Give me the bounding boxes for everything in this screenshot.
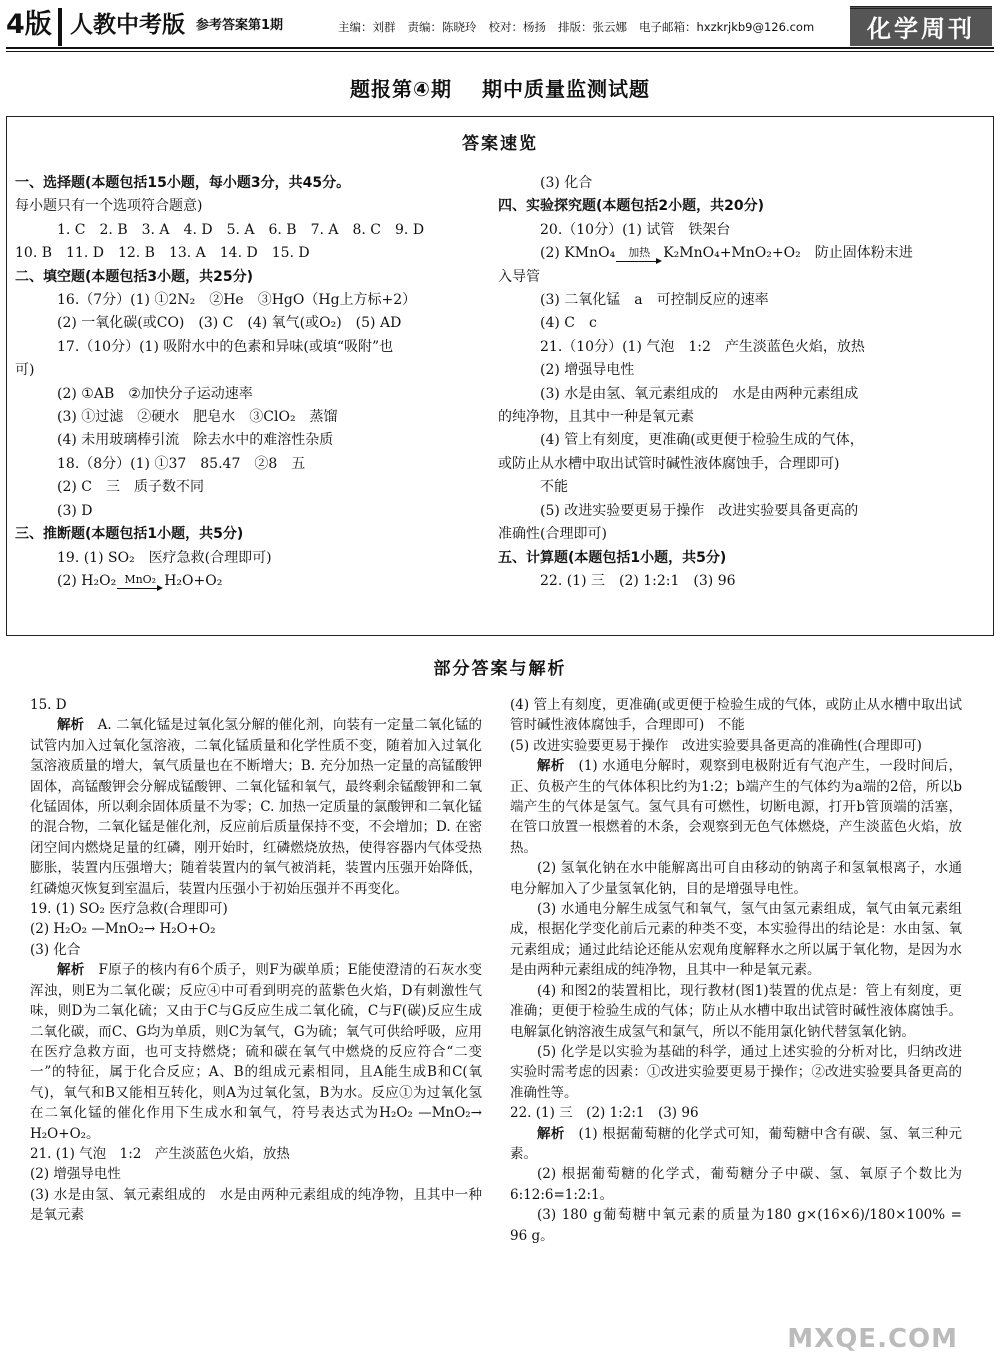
- answer-line: 17.（10分）(1) 吸附水中的色素和异味(或填“吸附”也: [57, 338, 394, 355]
- paragraph-text: (4) 和图2的装置相比，现行教材(图1)装置的优点是：管上有刻度，更准确；更便于检验生成的气体；防止从水槽中取出试管时碱性液体腐蚀手。电解氯化钠溶液生成氢气和氯气，所以不能用氯化钠代替氢氧化钠。: [510, 982, 962, 1040]
- analysis-paragraph: [510, 1042, 962, 1103]
- paragraph-text: 19. (1) SO₂ 医疗急救(合理即可): [30, 901, 228, 918]
- analysis-paragraph: [510, 756, 962, 858]
- edition-number: 4版: [6, 9, 52, 40]
- paragraph-text: (1) 水通电分解时，观察到电极附近有气泡产生，一段时间后，正、负极产生的气体体积比约为1:2；b端产生的气体约为a端的2倍，所以b端产生的气体是氢气。氢气具有可燃性，切断电源，打开b管顶端的活塞，在管口放置一根燃着的木条，会观察到无色气体燃烧，产生淡蓝色火焰，放热。: [510, 758, 962, 856]
- reaction-condition: 加热: [628, 245, 651, 259]
- answer-line: (4) C c: [540, 315, 597, 332]
- analysis-column-left: [30, 695, 482, 1226]
- paragraph-text: (3) 水是由氢、氧元素组成的 水是由两种元素组成的纯净物，且其中一种是氧元素: [30, 1186, 482, 1224]
- paragraph-text: (2) 根据葡萄糖的化学式，葡萄糖分子中碳、氢、氧原子个数比为6:12:6=1:2:1。: [510, 1166, 962, 1203]
- equation-kmno4: [540, 242, 913, 265]
- analysis-paragraph: [510, 1124, 962, 1165]
- answer-line: (5) 改进实验要更易于操作 改进实验要具备更高的: [540, 502, 859, 519]
- answer-line: [30, 1144, 482, 1164]
- section-heading: 三、推断题(本题包括1小题，共5分): [15, 526, 244, 543]
- equation-suffix: 防止固体粉末进: [800, 245, 913, 262]
- answer-line: 每小题只有一个选项符合题意): [15, 198, 203, 215]
- answer-line: 16.（7分）(1) ①2N₂ ②He ③HgO（Hg上方标+2）: [57, 292, 417, 309]
- paragraph-text: (4) 管上有刻度，更准确(或更便于检验生成的气体，或防止从水槽中取出试管时碱性液体腐蚀手，合理即可) 不能: [510, 697, 962, 734]
- watermark: MXQE.COM: [787, 1324, 958, 1354]
- analysis-paragraph: [510, 858, 962, 899]
- answer-line: 18.（8分）(1) ①37 85.47 ②8 五: [57, 455, 306, 472]
- section-heading: 二、填空题(本题包括3小题，共25分): [15, 268, 254, 285]
- header-rule: [6, 47, 994, 49]
- answer-lines-left: [15, 172, 497, 570]
- answer-line: [30, 1164, 482, 1184]
- title-exam: 期中质量监测试题: [481, 77, 650, 101]
- section-heading: 一、选择题(本题包括15小题，每小题3分，共45分。: [15, 175, 351, 191]
- answer-line: [30, 940, 482, 960]
- credit-item: 排版：张云娜: [558, 20, 627, 34]
- answer-line: 19. (1) SO₂ 医疗急救(合理即可): [57, 549, 272, 566]
- analysis-paragraph: [510, 1164, 962, 1205]
- analysis-paragraph: [30, 960, 482, 1144]
- answer-line: 可): [15, 362, 35, 379]
- answer-line: (4) 管上有刻度，更准确(或更便于检验生成的气体，: [540, 432, 864, 449]
- masthead-logo: 化学周刊: [850, 6, 992, 46]
- answer-line: (3) ①过滤 ②硬水 肥皂水 ③ClO₂ 蒸馏: [57, 409, 338, 426]
- answer-line: [30, 919, 482, 939]
- answer-line: (2) 增强导电性: [540, 362, 635, 379]
- paragraph-text: (5) 化学是以实验为基础的科学，通过上述实验的分析对比，归纳改进实验时需考虑的因素：①改进实验要更易于操作；②改进实验要具备更高的准确性等。: [510, 1043, 962, 1101]
- answer-overview-box: [6, 116, 994, 636]
- paragraph-text: (1) 根据葡萄糖的化学式可知，葡萄糖中含有碳、氢、氧三种元素。: [510, 1125, 962, 1162]
- answer-line: (3) 化合: [540, 175, 593, 191]
- paragraph-text: (3) 水通电分解生成氢气和氧气，氢气由氢元素组成，氧气由氧元素组成，根据化学变化前后元素的种类不变，本实验得出的结论是：水由氢、氧元素组成；通过此结论还能从宏观角度解释水之所以属于氧化物，是因为水是由两种元素组成的纯净物，且其中一种是氧元素。: [510, 901, 962, 979]
- credit-item: 校对：杨扬: [488, 20, 546, 34]
- answer-line: (2) C 三 质子数不同: [57, 479, 204, 496]
- paragraph-text: (5) 改进实验要更易于操作 改进实验要具备更高的准确性(合理即可): [510, 737, 922, 754]
- analysis-paragraph: [510, 899, 962, 981]
- answer-column-right: [498, 172, 980, 593]
- paragraph-text: F原子的核内有6个质子，则F为碳单质；E能使澄清的石灰水变浑浊，则E为二氧化碳；反应④中可看到明亮的蓝紫色火焰，D有刺激性气味，则D为二氧化硫；又由于C与G反应生成二氧化硫，C与F(碳)反应生成二氧化碳，而C、G均为单质，则C为氧气，G为硫；氧气可供给呼吸，应用在医疗急救方面，也可支持燃烧；硫和碳在氧气中燃烧的反应符合“二变一”的特征，属于化合反应；A、B的组成元素相同，且A能生成B和C(氧气)，氧气和B又能相互转化，则A为过氧化氢，B为水。反应①为过氧化氢在二氧化锰的催化作用下生成水和氧气，符号表达式为H₂O₂ —MnO₂→ H₂O+O₂。: [30, 962, 482, 1142]
- equation-products: K₂MnO₄+MnO₂+O₂: [663, 245, 801, 262]
- analysis-tag: 解析: [537, 758, 579, 775]
- edition-name: 人教中考版: [70, 12, 185, 38]
- reaction-condition: MnO₂: [124, 573, 157, 587]
- answer-line: [510, 695, 962, 736]
- answer-line: 20.（10分）(1) 试管 铁架台: [540, 221, 731, 238]
- paragraph-text: (3) 化合: [30, 941, 81, 958]
- answer-line: (3) D: [57, 502, 93, 519]
- section-heading: 五、计算题(本题包括1小题，共5分): [498, 549, 727, 566]
- answer-line: (4) 未用玻璃棒引流 除去水中的难溶性杂质: [57, 432, 334, 449]
- paragraph-text: (2) 氢氧化钠在水中能解离出可自由移动的钠离子和氢氧根离子，水通电分解加入了少量氢氧化钠，目的是增强导电性。: [510, 860, 962, 897]
- analysis-tag: 解析: [57, 717, 98, 734]
- paragraph-text: (2) 增强导电性: [30, 1166, 121, 1183]
- credit-item: 电子邮箱：hxzkrjkb9@126.com: [639, 20, 815, 34]
- analysis-tag: 解析: [537, 1125, 579, 1142]
- issue-label: 参考答案第1期: [196, 18, 284, 33]
- paragraph-text: (3) 180 g葡萄糖中氧元素的质量为180 g×(16×6)/180×100% = 96 g。: [510, 1207, 962, 1244]
- analysis-paragraph: [510, 1205, 962, 1246]
- paragraph-text: 22. (1) 三 (2) 1:2:1 (3) 96: [510, 1105, 699, 1122]
- title-issue: 题报第④期: [350, 77, 452, 101]
- paragraph-text: (2) H₂O₂ —MnO₂→ H₂O+O₂: [30, 921, 216, 938]
- page-title: [0, 72, 1000, 106]
- section-heading: 四、实验探究题(本题包括2小题，共20分): [498, 198, 765, 215]
- analysis-paragraph: [30, 715, 482, 899]
- answer-line: [510, 1103, 962, 1123]
- answer-lines-right-a: [498, 172, 980, 242]
- equation-h2o2: [57, 570, 222, 593]
- answer-line: 21.（10分）(1) 气泡 1:2 产生淡蓝色火焰，放热: [540, 338, 865, 355]
- equation-reactant: (2) H₂O₂: [57, 572, 117, 589]
- answer-line: [30, 1185, 482, 1226]
- equation-products: H₂O+O₂: [164, 572, 223, 589]
- paragraph-text: A. 二氧化锰是过氧化氢分解的催化剂，向装有一定量二氧化锰的试管内加入过氧化氢溶液，二氧化锰质量和化学性质不变，随着加入过氧化氢溶液质量的增大，氧气质量也在不断增大；B. 充分加热一定量的高锰酸钾固体，高锰酸钾会分解成锰酸钾、二氧化锰和氧气，最终剩余锰酸钾和二氧化锰固体，所以剩余固体质量不为零；C. 加热一定质量的氯酸钾和二氧化锰的混合物，二氧化锰是催化剂，反应前后质量保持不变，不会增加；D. 在密闭空间内燃烧足量的红磷，刚开始时，红磷燃烧放热，使得容器内气体受热膨胀，装置内压强增大；随着装置内的氧气被消耗，装置内压强开始降低，红磷熄灭恢复到室温后，装置内压强小于初始压强并不再变化。: [30, 717, 482, 897]
- answer-line: 准确性(合理即可): [498, 526, 607, 543]
- answer-line: [510, 736, 962, 756]
- analysis-column-right: [510, 695, 962, 1246]
- header-rule-thin: [6, 51, 994, 52]
- answer-line: [30, 695, 482, 715]
- edition-divider: [58, 8, 62, 46]
- reaction-arrow-icon: [616, 247, 662, 266]
- answer-line: (3) 水是由氢、氧元素组成的 水是由两种元素组成: [540, 385, 859, 402]
- answer-lines-right-b: [498, 266, 980, 594]
- answer-overview-heading: 答案速览: [462, 134, 538, 154]
- answer-line: 10. B 11. D 12. B 13. A 14. D 15. D: [15, 245, 310, 262]
- page-header: [0, 0, 1000, 56]
- reaction-arrow-icon: [117, 574, 163, 593]
- credits: [338, 19, 814, 35]
- answer-line: 或防止从水槽中取出试管时碱性液体腐蚀手，合理即可): [498, 455, 840, 472]
- answer-line: 1. C 2. B 3. A 4. D 5. A 6. B 7. A 8. C 9. D: [57, 221, 425, 238]
- answer-column-left: [15, 172, 497, 593]
- answer-line: (3) 二氧化锰 a 可控制反应的速率: [540, 292, 769, 309]
- answer-line: (2) ①AB ②加快分子运动速率: [57, 385, 253, 402]
- paragraph-text: 15. D: [30, 697, 67, 713]
- answer-line: 入导管: [498, 268, 540, 285]
- answer-line: 不能: [540, 479, 568, 496]
- credit-item: 主编：刘群: [338, 20, 396, 34]
- answer-line: 22. (1) 三 (2) 1:2:1 (3) 96: [540, 572, 736, 589]
- answer-line: [30, 899, 482, 919]
- equation-reactant: (2) KMnO₄: [540, 245, 616, 262]
- analysis-heading: 部分答案与解析: [433, 659, 567, 679]
- paragraph-text: 21. (1) 气泡 1:2 产生淡蓝色火焰，放热: [30, 1145, 290, 1162]
- analysis-paragraph: [510, 981, 962, 1042]
- answer-line: 的纯净物，且其中一种是氧元素: [498, 409, 694, 426]
- credit-item: 责编：陈晓玲: [407, 20, 477, 34]
- answer-line: (2) 一氧化碳(或CO) (3) C (4) 氧气(或O₂) (5) AD: [57, 315, 402, 332]
- analysis-tag: 解析: [57, 962, 99, 979]
